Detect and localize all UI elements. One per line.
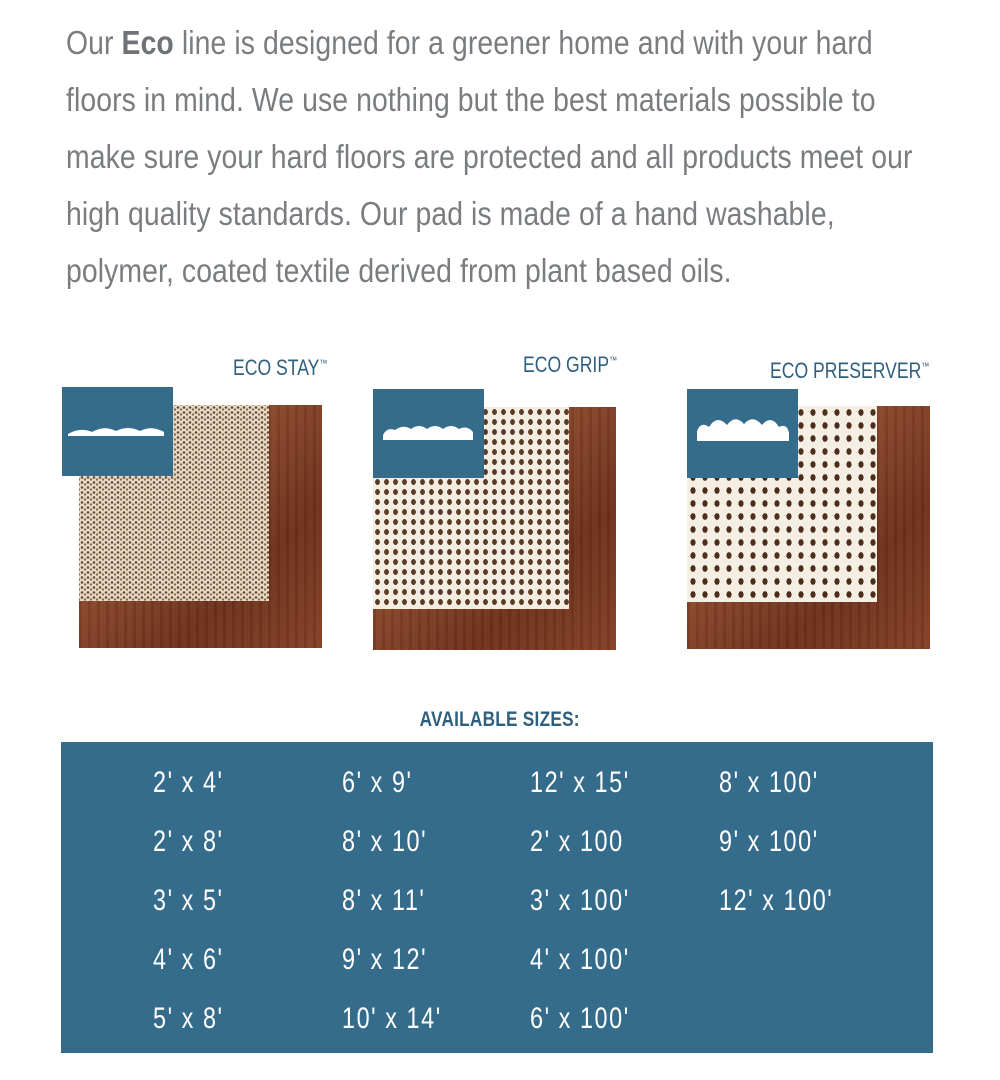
intro-paragraph: [66, 14, 943, 299]
size-option: 5' x 8': [153, 1002, 224, 1035]
trademark: ™: [319, 358, 328, 370]
size-option: 2' x 4': [153, 766, 224, 799]
sizes-panel: [61, 742, 933, 1053]
product-title: [523, 352, 617, 378]
size-option: 4' x 100': [530, 943, 630, 976]
sizes-heading: AVAILABLE SIZES:: [419, 708, 581, 731]
size-option: 3' x 100': [530, 884, 630, 917]
product-title: [770, 358, 929, 384]
size-option: 8' x 11': [342, 884, 426, 917]
size-option: 4' x 6': [153, 943, 224, 976]
size-option: 12' x 100': [719, 884, 834, 917]
size-option: 3' x 5': [153, 884, 224, 917]
size-option: 2' x 8': [153, 825, 224, 858]
product-title: [233, 355, 327, 381]
product-name: ECO STAY: [233, 355, 320, 380]
intro-body: line is designed for a greener home and with your hard floors in mind. We use nothing but the best materials possible to make sure your hard floors are protected and all products meet our high quality standards. Our pad is made of a hand washable, polymer, coated textile derived from plant based oils.: [66, 24, 913, 289]
size-option: 8' x 100': [719, 766, 819, 799]
high-wave-profile-icon: [687, 389, 798, 478]
size-option: 9' x 100': [719, 825, 819, 858]
size-option: 6' x 9': [342, 766, 413, 799]
low-wave-profile-icon: [62, 387, 173, 476]
trademark: ™: [609, 355, 618, 367]
size-option: 2' x 100: [530, 825, 624, 858]
size-option: 8' x 10': [342, 825, 428, 858]
size-option: 6' x 100': [530, 1002, 630, 1035]
size-option: 12' x 15': [530, 766, 630, 799]
size-option: 9' x 12': [342, 943, 428, 976]
intro-prefix: Our: [66, 24, 122, 61]
medium-wave-profile-icon: [373, 389, 484, 478]
product-name: ECO GRIP: [523, 352, 610, 377]
product-name: ECO PRESERVER: [770, 358, 922, 383]
trademark: ™: [921, 361, 930, 373]
brand-name: Eco: [121, 24, 174, 61]
size-option: 10' x 14': [342, 1002, 442, 1035]
